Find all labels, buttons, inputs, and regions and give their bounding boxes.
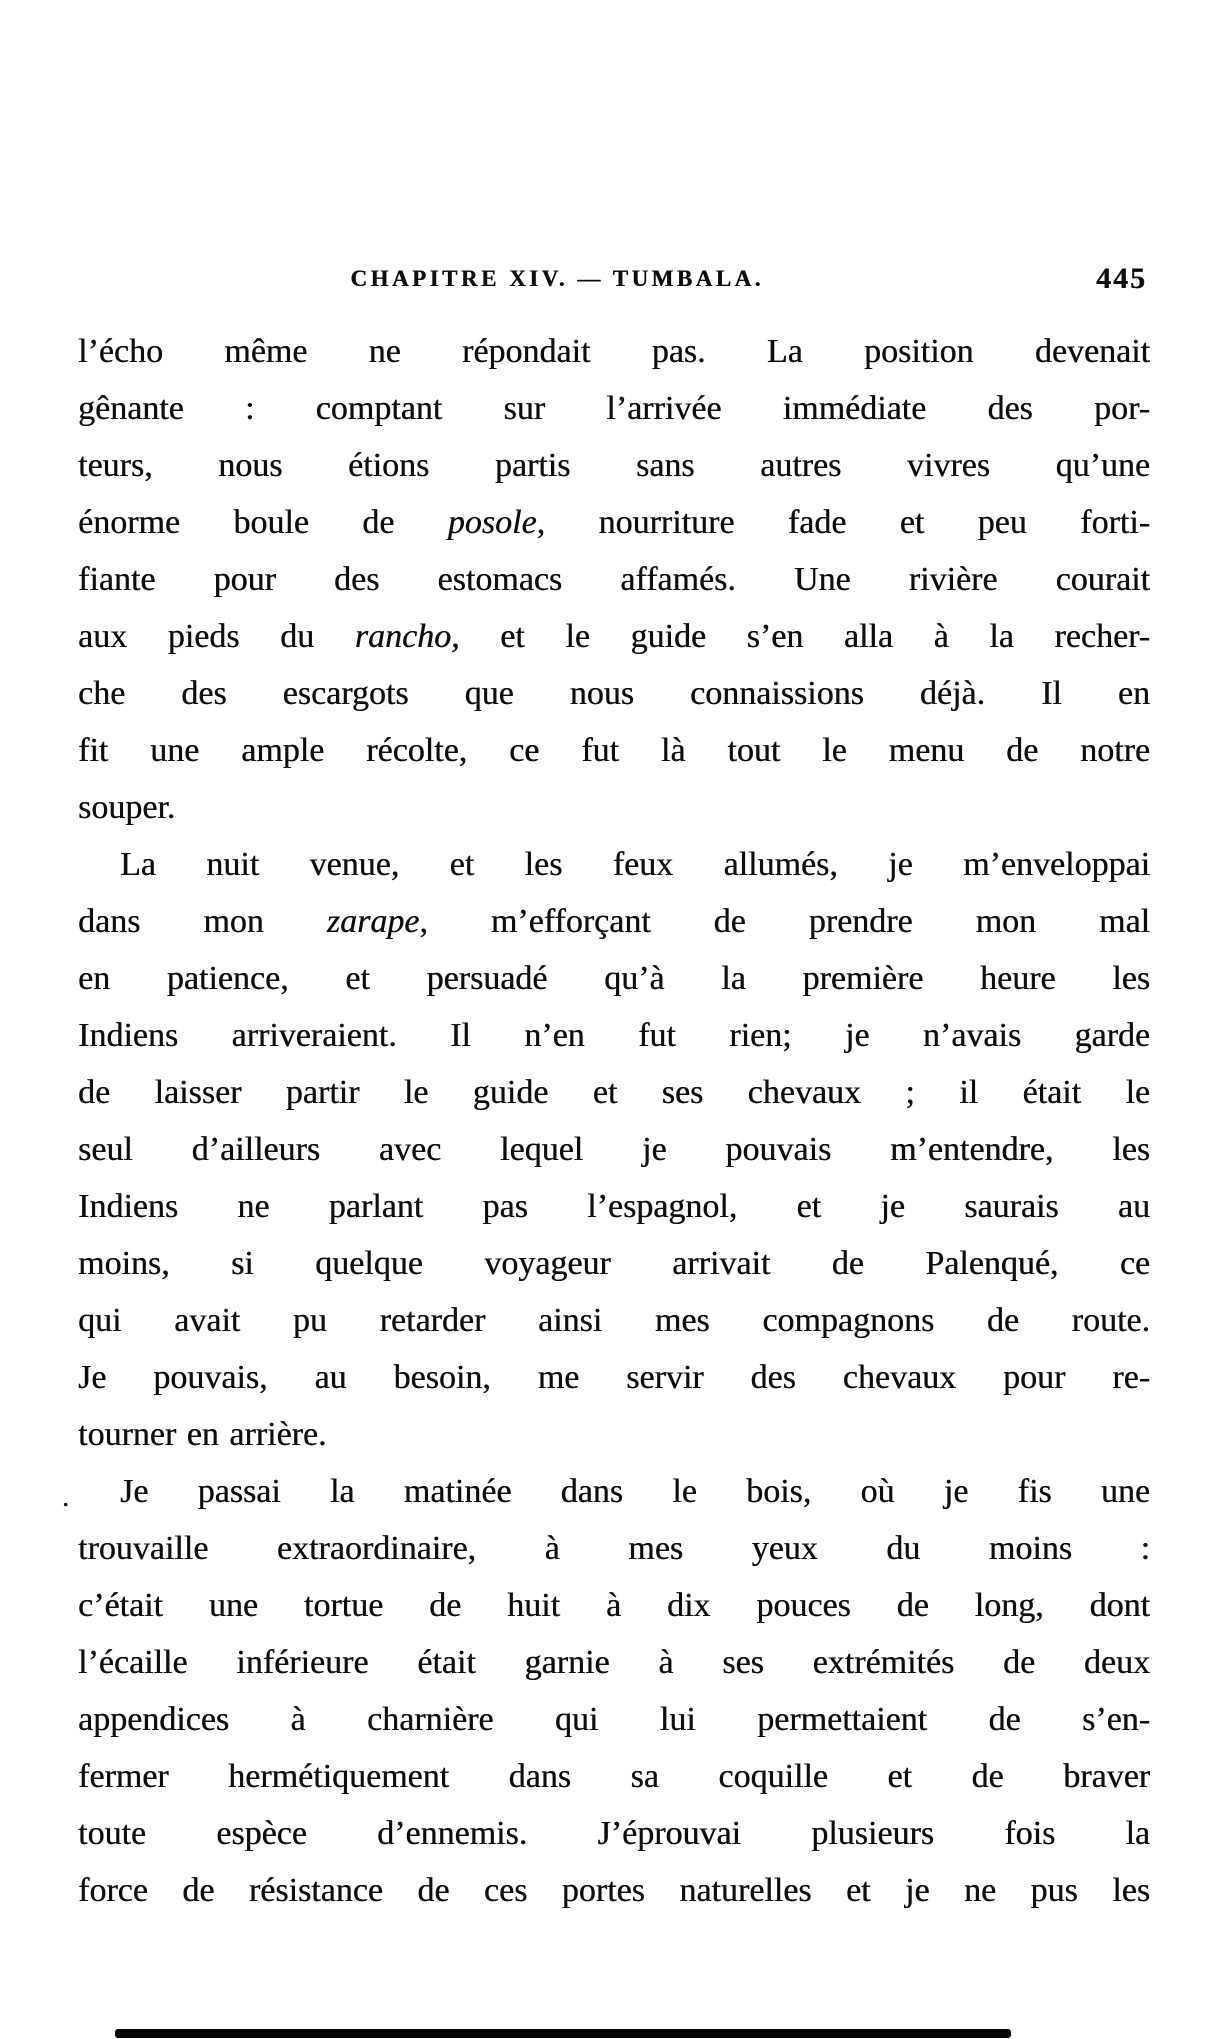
text-line — [78, 1691, 1150, 1748]
text-segment: fit une ample récolte, ce fut là tout le menu de notre — [78, 732, 1150, 769]
text-line — [78, 1862, 1150, 1919]
text-segment: , nourriture fade et peu forti- — [536, 504, 1150, 541]
text-segment: gênante : comptant sur l’arrivée immédiate des por- — [78, 390, 1150, 427]
text-line — [78, 1235, 1150, 1292]
text-segment: l’écho même ne répondait pas. La position devenait — [78, 333, 1150, 370]
text-segment: toute espèce d’ennemis. J’éprouvai plusieurs fois la — [78, 1815, 1150, 1852]
text-line — [78, 437, 1150, 494]
text-segment: trouvaille extraordinaire, à mes yeux du moins : — [78, 1530, 1150, 1567]
text-line — [78, 722, 1150, 779]
text-line — [78, 1406, 1150, 1463]
text-segment: tourner en arrière. — [78, 1416, 327, 1453]
text-line — [78, 1577, 1150, 1634]
text-segment: l’écaille inférieure était garnie à ses extrémités de deux — [78, 1644, 1150, 1681]
text-line — [78, 1634, 1150, 1691]
text-segment: qui avait pu retarder ainsi mes compagnons de route. — [78, 1302, 1150, 1339]
text-line — [78, 1349, 1150, 1406]
text-line — [78, 380, 1150, 437]
ink-artifact: . — [62, 1482, 69, 1513]
text-segment: c’était une tortue de huit à dix pouces de long, dont — [78, 1587, 1150, 1624]
italic-word: posole — [447, 504, 537, 541]
text-line — [78, 1178, 1150, 1235]
text-segment: La nuit venue, et les feux allumés, je m’enveloppai — [120, 846, 1150, 883]
text-line — [78, 893, 1150, 950]
text-line — [78, 608, 1150, 665]
text-line — [78, 1064, 1150, 1121]
text-segment: Indiens arriveraient. Il n’en fut rien; je n’avais garde — [78, 1017, 1150, 1054]
text-segment: , m’efforçant de prendre mon mal — [419, 903, 1150, 940]
text-segment: en patience, et persuadé qu’à la première heure les — [78, 960, 1150, 997]
text-segment: Indiens ne parlant pas l’espagnol, et je saurais au — [78, 1188, 1150, 1225]
text-line — [78, 1748, 1150, 1805]
text-line — [78, 1292, 1150, 1349]
text-segment: énorme boule de — [78, 504, 448, 541]
text-segment: moins, si quelque voyageur arrivait de Palenqué, ce — [78, 1245, 1150, 1282]
scan-edge-artifact — [115, 2029, 1011, 2038]
page-number: 445 — [1096, 262, 1147, 295]
italic-word: zarape — [326, 903, 420, 940]
text-line — [78, 494, 1150, 551]
text-line — [78, 1007, 1150, 1064]
text-line — [78, 1805, 1150, 1862]
text-segment: dans mon — [78, 903, 327, 940]
text-segment: Je pouvais, au besoin, me servir des chevaux pour re- — [78, 1359, 1150, 1396]
page-header — [78, 258, 1150, 306]
italic-word: rancho, — [354, 618, 460, 655]
text-segment: de laisser partir le guide et ses chevaux ; il était le — [78, 1074, 1150, 1111]
text-line — [78, 950, 1150, 1007]
text-line — [78, 1463, 1150, 1520]
text-segment: appendices à charnière qui lui permettaient de s’en- — [78, 1701, 1150, 1738]
text-line — [78, 1520, 1150, 1577]
text-line — [78, 779, 1150, 836]
text-segment: teurs, nous étions partis sans autres vivres qu’une — [78, 447, 1150, 484]
text-segment: che des escargots que nous connaissions déjà. Il en — [78, 675, 1150, 712]
text-line — [78, 323, 1150, 380]
running-title: CHAPITRE XIV. — TUMBALA. — [350, 266, 764, 291]
text-segment: souper. — [78, 789, 176, 826]
text-segment: fermer hermétiquement dans sa coquille et de braver — [78, 1758, 1150, 1795]
text-segment: et le guide s’en alla à la recher- — [459, 618, 1150, 655]
text-segment: fiante pour des estomacs affamés. Une rivière courait — [78, 561, 1150, 598]
text-segment: force de résistance de ces portes naturelles et je ne pus les — [78, 1872, 1150, 1909]
text-line — [78, 836, 1150, 893]
text-segment: Je passai la matinée dans le bois, où je fis une — [120, 1473, 1150, 1510]
text-segment: seul d’ailleurs avec lequel je pouvais m’entendre, les — [78, 1131, 1150, 1168]
text-line — [78, 551, 1150, 608]
text-line — [78, 1121, 1150, 1178]
text-line — [78, 665, 1150, 722]
text-block — [78, 323, 1150, 1919]
text-segment: aux pieds du — [78, 618, 355, 655]
